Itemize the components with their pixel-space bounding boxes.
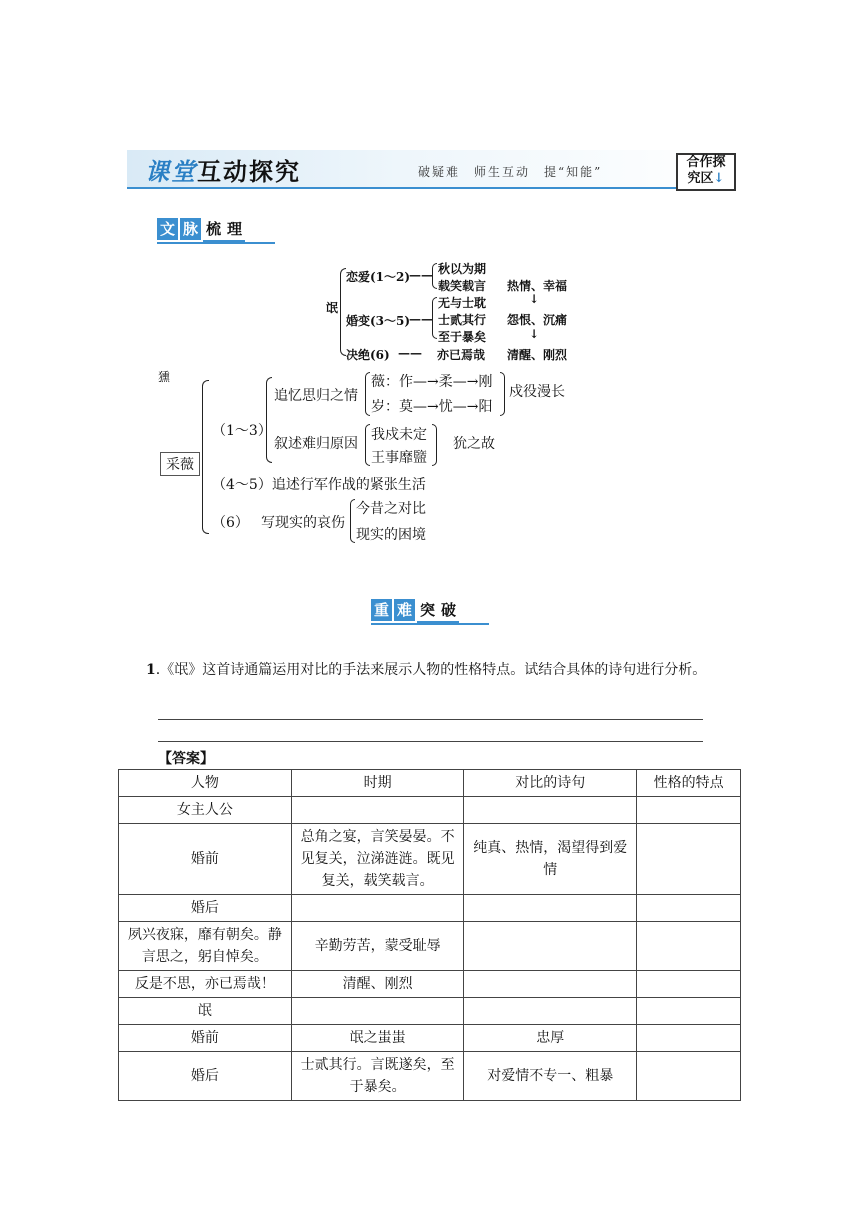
table-cell: 婚前 xyxy=(119,1025,292,1052)
banner-subtitle: 破疑难 师生互动 提“知能” xyxy=(418,165,603,179)
left-brace xyxy=(365,372,370,416)
table-row xyxy=(119,824,741,895)
outline-root: 氓 xyxy=(326,301,339,315)
table-row xyxy=(119,998,741,1025)
table-cell xyxy=(464,922,637,971)
left-brace xyxy=(202,380,209,534)
poem-line: 至于暴矣 xyxy=(438,330,487,344)
branch-label: 写现实的哀伤 xyxy=(261,515,345,531)
wei-line: 薇：作—→柔—→刚 xyxy=(371,374,493,390)
table-cell: 对爱情不专一、粗暴 xyxy=(464,1052,637,1101)
feeling-label: 清醒、刚烈 xyxy=(507,348,568,362)
stage-label: 婚变(3～5) xyxy=(346,314,411,328)
poem-line: 亦已焉哉 xyxy=(437,348,486,362)
cooperation-zone-badge xyxy=(676,153,736,191)
section-tag-outline xyxy=(157,218,245,240)
tag-char: 破 xyxy=(438,599,459,623)
table-cell xyxy=(637,971,741,998)
answer-table xyxy=(118,769,741,1101)
tag-underline xyxy=(371,623,489,625)
tag-char: 理 xyxy=(224,218,245,242)
tag-char: 文 xyxy=(157,218,178,240)
table-header-cell: 人物 xyxy=(119,770,292,797)
table-cell: 婚前 xyxy=(119,824,292,895)
table-cell xyxy=(464,895,637,922)
table-cell: 清醒、刚烈 xyxy=(291,971,464,998)
tag-underline xyxy=(157,242,275,244)
dash: —— xyxy=(398,346,422,360)
table-cell: 辛勤劳苦，蒙受耻辱 xyxy=(291,922,464,971)
table-cell xyxy=(291,895,464,922)
reason-item: 王事靡盬 xyxy=(371,450,427,466)
table-cell xyxy=(637,922,741,971)
tag-char: 突 xyxy=(417,599,438,623)
branch-result: 戍役漫长 xyxy=(509,384,565,400)
table-header-cell: 性格的特点 xyxy=(637,770,741,797)
table-cell: 士贰其行。言既遂矣，至于暴矣。 xyxy=(291,1052,464,1101)
left-brace xyxy=(266,377,272,463)
table-cell: 婚后 xyxy=(119,895,292,922)
table-header-row xyxy=(119,770,741,797)
branch-item: 今昔之对比 xyxy=(356,501,426,517)
table-cell: 女主人公 xyxy=(119,797,292,824)
table-cell: 忠厚 xyxy=(464,1025,637,1052)
left-brace xyxy=(350,499,355,543)
part-label: （4～5）追述行军作战的紧张生活 xyxy=(212,477,426,493)
question-number: 1 xyxy=(146,662,156,678)
section-tag-key-points xyxy=(371,599,459,621)
table-cell: 纯真、热情，渴望得到爱情 xyxy=(464,824,637,895)
table-cell xyxy=(637,1025,741,1052)
feeling-label: 怨恨、沉痛 xyxy=(507,313,568,327)
table-cell: 氓 xyxy=(119,998,292,1025)
left-brace xyxy=(432,263,437,289)
tag-char: 难 xyxy=(394,599,415,621)
table-cell: 夙兴夜寐，靡有朝矣。静言思之，躬自悼矣。 xyxy=(119,922,292,971)
poem-line: 士贰其行 xyxy=(438,313,487,327)
banner-title-accent: 课堂 xyxy=(145,157,197,186)
table-row xyxy=(119,922,741,971)
tag-char: 梳 xyxy=(203,218,224,242)
table-cell xyxy=(637,824,741,895)
question-text: .《氓》这首诗通篇运用对比的手法来展示人物的性格特点。试结合具体的诗句进行分析。 xyxy=(155,662,707,678)
table-cell xyxy=(637,1052,741,1101)
banner-title xyxy=(145,152,301,187)
right-brace xyxy=(500,372,505,416)
part-label: （1～3） xyxy=(212,423,272,439)
coop-line1: 合作探 xyxy=(686,155,726,170)
table-cell: 反是不思，亦已焉哉！ xyxy=(119,971,292,998)
table-cell xyxy=(464,971,637,998)
table-cell xyxy=(291,797,464,824)
table-cell xyxy=(637,797,741,824)
table-cell xyxy=(464,797,637,824)
down-arrow-icon: ↓ xyxy=(529,327,540,341)
down-arrow-icon: ↓ xyxy=(529,292,540,306)
sui-line: 岁：莫—→忧—→阳 xyxy=(371,399,493,415)
table-cell: 婚后 xyxy=(119,1052,292,1101)
table-cell: 总角之宴，言笑晏晏。不见复关，泣涕涟涟。既见复关，载笑载言。 xyxy=(291,824,464,895)
table-row xyxy=(119,1025,741,1052)
tag-char: 重 xyxy=(371,599,392,621)
reason-item: 我戍未定 xyxy=(371,427,427,443)
dash: —— xyxy=(409,312,433,326)
table-cell xyxy=(291,998,464,1025)
table-row xyxy=(119,1052,741,1101)
answer-line xyxy=(158,719,703,720)
question-paragraph xyxy=(118,657,740,684)
poem-line: 秋以为期 xyxy=(438,262,487,276)
answer-line xyxy=(158,741,703,742)
tag-char: 脉 xyxy=(180,218,201,240)
outline-root: 采薇 xyxy=(160,452,200,476)
down-arrow-icon: ↓ xyxy=(713,171,725,186)
table-cell xyxy=(637,895,741,922)
feeling-label: 热情、幸福 xyxy=(507,279,568,293)
coop-line2: 究区 xyxy=(687,171,714,186)
banner-title-main: 互动探究 xyxy=(197,157,301,186)
dash: —— xyxy=(409,268,433,282)
table-cell xyxy=(464,998,637,1025)
table-header-cell: 对比的诗句 xyxy=(464,770,637,797)
branch-label: 追忆思归之情 xyxy=(274,388,358,404)
branch-label: 叙述难归原因 xyxy=(274,436,358,452)
table-row xyxy=(119,895,741,922)
branch-item: 现实的困境 xyxy=(356,527,426,543)
table-cell xyxy=(637,998,741,1025)
branch-result: 狁之故 xyxy=(453,436,495,452)
table-cell: 氓之蚩蚩 xyxy=(291,1025,464,1052)
table-header-cell: 时期 xyxy=(291,770,464,797)
stage-label: 恋爱(1～2) xyxy=(346,270,411,284)
stray-char: 獯 xyxy=(158,370,171,384)
poem-line: 载笑载言 xyxy=(438,279,487,293)
poem-line: 无与士耽 xyxy=(438,296,487,310)
left-brace xyxy=(432,297,437,339)
table-row xyxy=(119,971,741,998)
right-brace xyxy=(432,424,437,466)
answer-label: 【答案】 xyxy=(158,751,214,767)
table-row xyxy=(119,797,741,824)
part-label: （6） xyxy=(212,515,249,531)
left-brace xyxy=(365,424,370,466)
stage-label: 决绝(6) xyxy=(346,348,390,362)
